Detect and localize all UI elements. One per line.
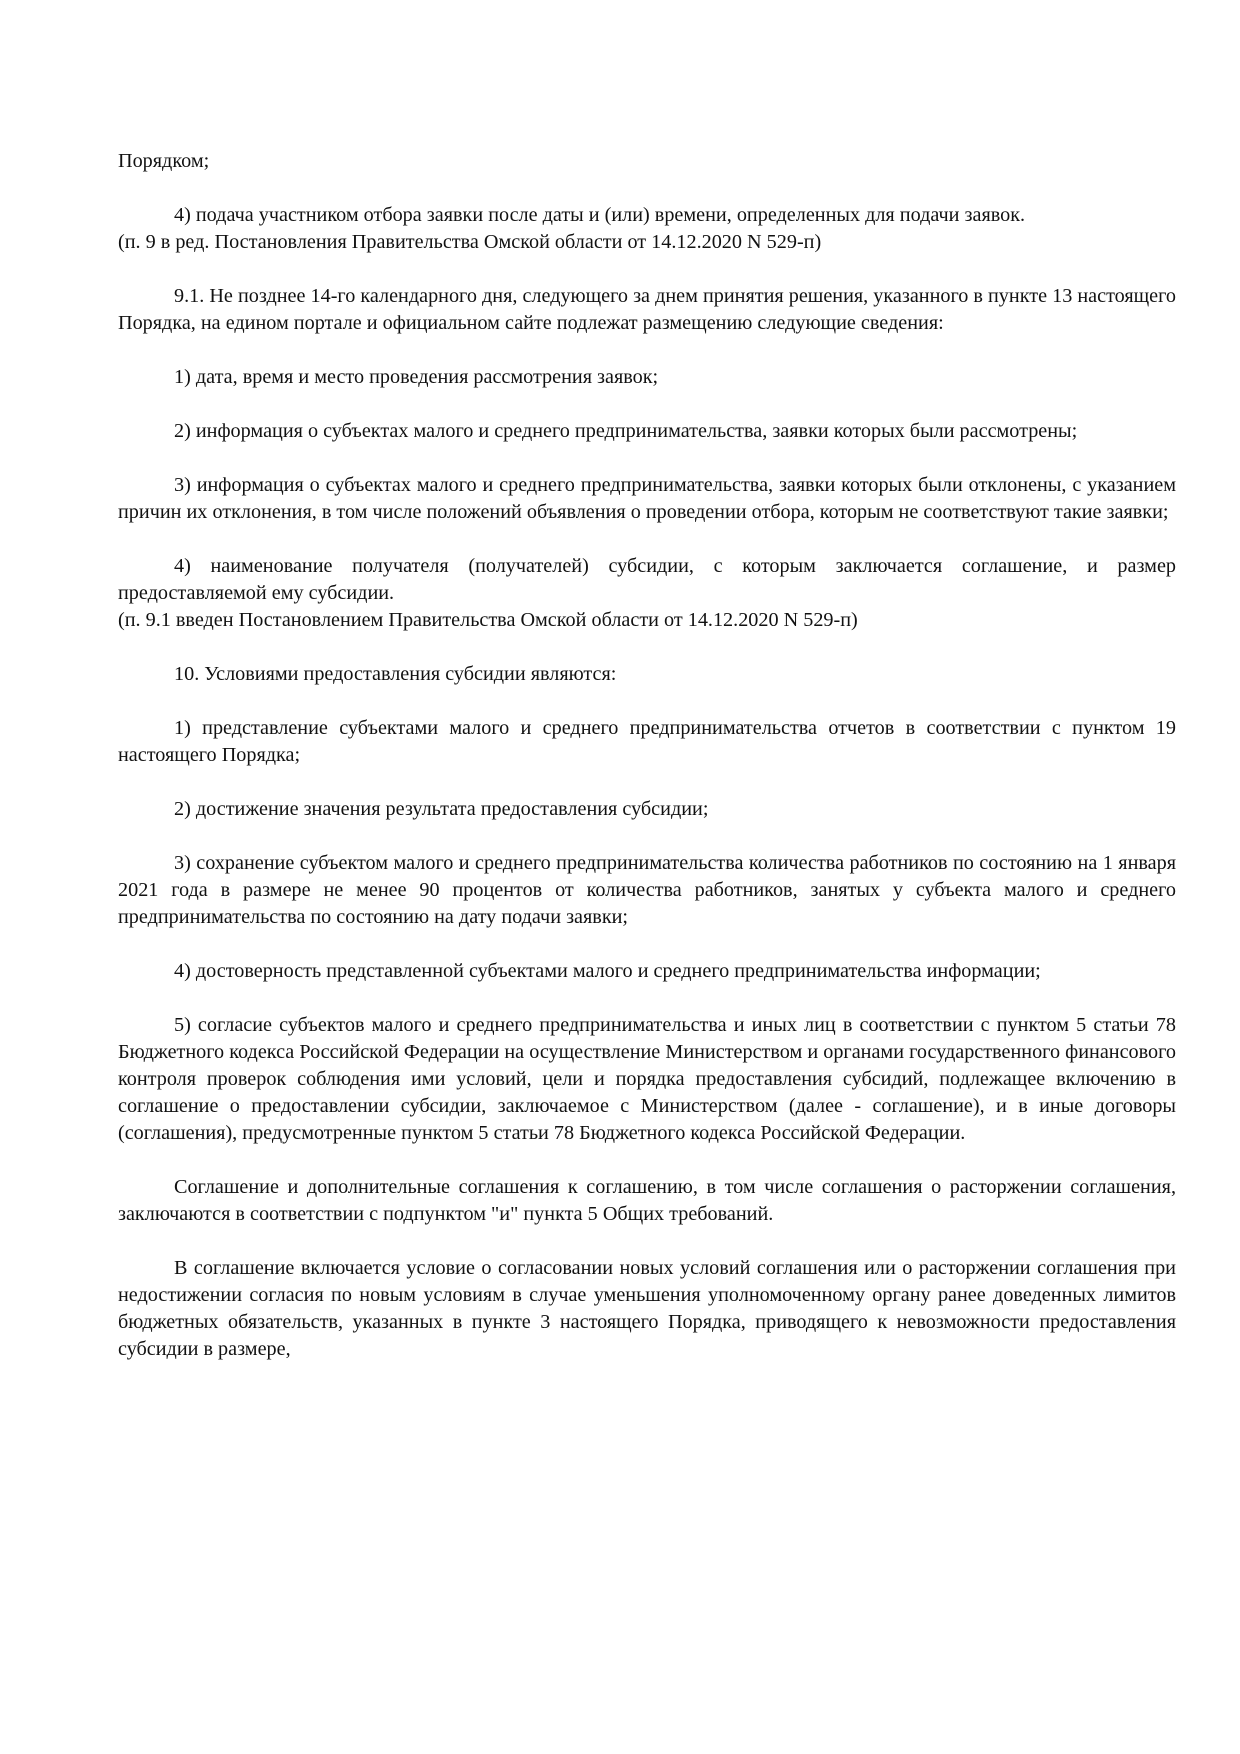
paragraph-10: 10. Условиями предоставления субсидии являются: [174, 663, 617, 685]
paragraph-9-1: 9.1. Не позднее 14-го календарного дня, следующего за днем принятия решения, указанного в пункте 13 настоящего Порядка, на едином портале и официальном сайте подлежат размещению следующие сведения: [118, 285, 1176, 334]
paragraph-9-item-4: 4) подача участником отбора заявки после даты и (или) времени, определенных для подачи заявок. [174, 204, 1026, 226]
amendment-note-9: (п. 9 в ред. Постановления Правительства Омской области от 14.12.2020 N 529-п) [118, 231, 822, 253]
paragraph-continuation: Порядком; [118, 150, 210, 172]
paragraph-agreement-terms: В соглашение включается условие о согласовании новых условий соглашения или о расторжении соглашения при недостижении согласия по новым условиям в случае уменьшения уполномоченному органу ранее доведенных лимитов бюджетных обязательств, указанных в пункте 3 настоящего Порядка, приводящего к невозможности предоставления субсидии в размере, [118, 1257, 1176, 1360]
paragraph-10-item-4: 4) достоверность представленной субъектами малого и среднего предпринимательства информации; [174, 960, 1041, 982]
paragraph-10-item-5: 5) согласие субъектов малого и среднего предпринимательства и иных лиц в соответствии с пунктом 5 статьи 78 Бюджетного кодекса Российской Федерации на осуществление Министерством и органами государственного финансового контроля проверок соблюдения ими условий, цели и порядка предоставления субсидий, подлежащее включению в соглашение о предоставлении субсидии, заключаемое с Министерством (далее - соглашение), и в иные договоры (соглашения), предусмотренные пунктом 5 статьи 78 Бюджетного кодекса Российской Федерации. [118, 1014, 1176, 1144]
paragraph-10-item-3: 3) сохранение субъектом малого и среднего предпринимательства количества работников по состоянию на 1 января 2021 года в размере не менее 90 процентов от количества работников, занятых у субъекта малого и среднего предпринимательства по состоянию на дату подачи заявки; [118, 852, 1176, 928]
document-page [118, 148, 1176, 1390]
paragraph-9-1-item-1: 1) дата, время и место проведения рассмотрения заявок; [174, 366, 659, 388]
paragraph-agreement: Соглашение и дополнительные соглашения к соглашению, в том числе соглашения о расторжении соглашения, заключаются в соответствии с подпунктом "и" пункта 5 Общих требований. [118, 1176, 1176, 1225]
paragraph-9-1-item-4: 4) наименование получателя (получателей) субсидии, с которым заключается соглашение, и размер предоставляемой ему субсидии. [118, 555, 1176, 604]
paragraph-10-item-1: 1) представление субъектами малого и среднего предпринимательства отчетов в соответствии с пунктом 19 настоящего Порядка; [118, 717, 1176, 766]
amendment-note-9-1: (п. 9.1 введен Постановлением Правительства Омской области от 14.12.2020 N 529-п) [118, 609, 858, 631]
paragraph-9-1-item-2: 2) информация о субъектах малого и среднего предпринимательства, заявки которых были рассмотрены; [174, 420, 1078, 442]
paragraph-9-1-item-3: 3) информация о субъектах малого и среднего предпринимательства, заявки которых были отклонены, с указанием причин их отклонения, в том числе положений объявления о проведении отбора, которым не соответствуют такие заявки; [118, 474, 1176, 523]
paragraph-10-item-2: 2) достижение значения результата предоставления субсидии; [174, 798, 709, 820]
